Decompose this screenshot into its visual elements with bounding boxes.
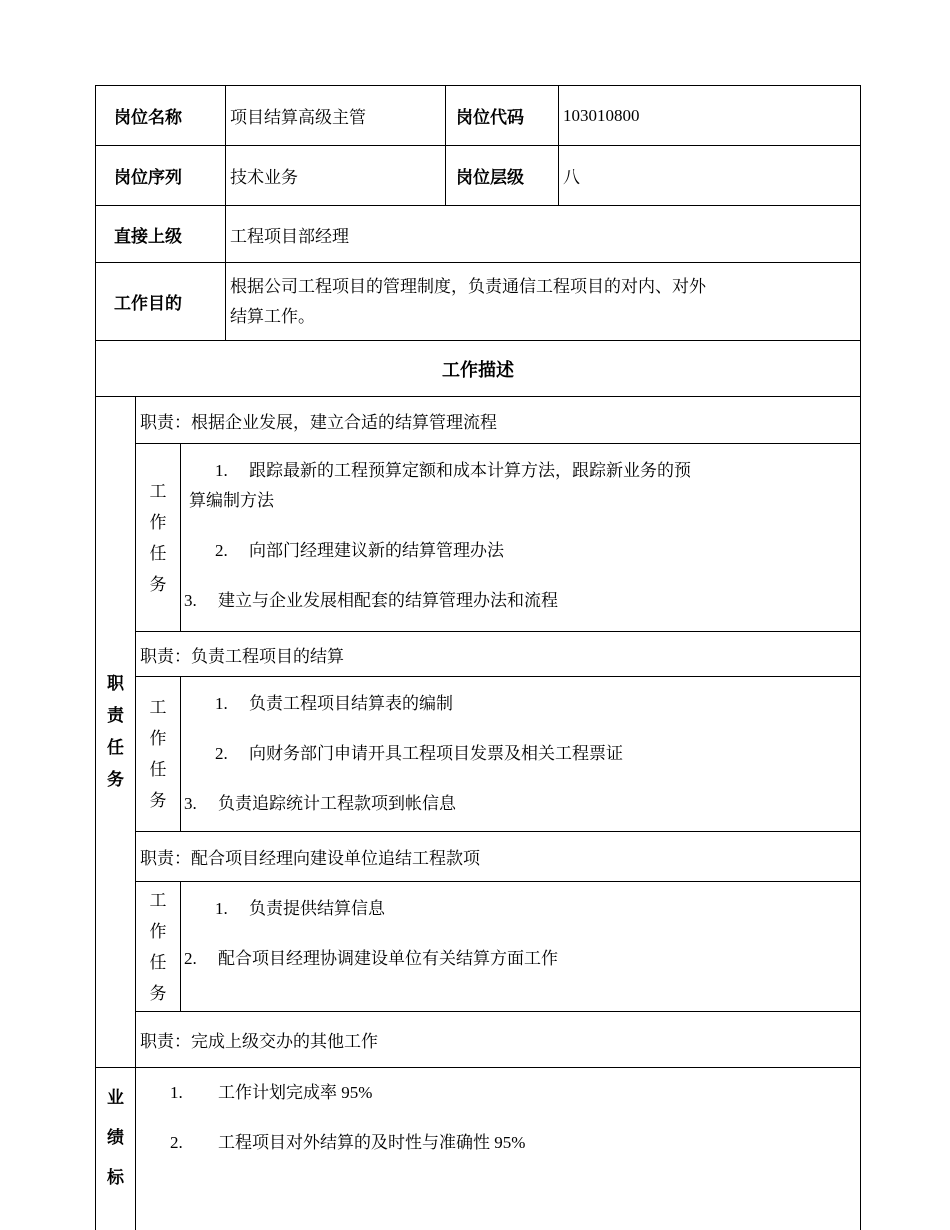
position-series-label: 岗位序列 (96, 146, 226, 205)
task-text: 负责工程项目结算表的编制 (249, 694, 453, 713)
task-text: 向部门经理建议新的结算管理办法 (249, 541, 504, 560)
work-task-side-cell (136, 677, 181, 831)
performance-text: 工作计划完成率 95% (218, 1083, 373, 1102)
duty-row-3 (136, 832, 860, 882)
position-name-value: 项目结算高级主管 (226, 86, 446, 145)
task-list-1 (181, 444, 860, 631)
task-text: 建立与企业发展相配套的结算管理办法和流程 (218, 591, 558, 610)
task-number: 1. (215, 694, 228, 713)
position-level-value: 八 (563, 168, 580, 187)
task-text: 向财务部门申请开具工程项目发票及相关工程票证 (249, 744, 623, 763)
performance-item (144, 1128, 840, 1158)
performance-side-cell (96, 1068, 136, 1230)
position-code-label: 岗位代码 (446, 86, 559, 145)
task-item (189, 456, 700, 516)
performance-side-label: 业绩标 (107, 1088, 124, 1187)
position-code-value: 103010800 (563, 105, 640, 125)
task-item (184, 789, 700, 819)
task-text: 负责提供结算信息 (249, 899, 385, 918)
task-text: 负责追踪统计工程款项到帐信息 (218, 794, 456, 813)
task-number: 1. (215, 461, 228, 480)
direct-superior-value: 工程项目部经理 (230, 226, 349, 246)
header-row-2 (96, 146, 860, 206)
work-description-row (96, 341, 860, 397)
task-number: 2. (184, 949, 197, 968)
purpose-row (96, 263, 860, 341)
task-item (189, 689, 700, 719)
task-list-3 (181, 882, 860, 1011)
duty-text-1: 职责：根据企业发展，建立合适的结算管理流程 (140, 412, 497, 432)
work-description-title: 工作描述 (442, 359, 514, 380)
header-row-1 (96, 86, 860, 146)
position-level-label: 岗位层级 (446, 146, 559, 205)
task-list-2 (181, 677, 860, 831)
duties-content (136, 397, 860, 1067)
work-task-side-cell (136, 882, 181, 1011)
task-number: 2. (215, 541, 228, 560)
task-text: 配合项目经理协调建设单位有关结算方面工作 (218, 949, 558, 968)
duty-row-4 (136, 1012, 860, 1067)
position-name-label: 岗位名称 (96, 86, 226, 145)
work-purpose-value: 根据公司工程项目的管理制度，负责通信工程项目的对内、对外结算工作。 (230, 276, 706, 326)
task-item (189, 536, 700, 566)
task-item (189, 894, 700, 924)
duty-row-1 (136, 397, 860, 444)
task-number: 3. (184, 794, 197, 813)
performance-content (136, 1068, 860, 1230)
work-purpose-label: 工作目的 (96, 263, 226, 340)
performance-item (144, 1078, 840, 1108)
task-text: 跟踪最新的工程预算定额和成本计算方法，跟踪新业务的预算编制方法 (189, 461, 691, 510)
duties-side-label: 职责任务 (107, 674, 124, 789)
direct-superior-label: 直接上级 (96, 206, 226, 262)
work-task-side-label: 工作任务 (149, 890, 167, 1003)
task-group-3 (136, 882, 860, 1012)
task-number: 2. (215, 744, 228, 763)
job-description-table (95, 85, 861, 1230)
performance-section (96, 1068, 860, 1230)
task-group-1 (136, 444, 860, 632)
duty-row-2 (136, 632, 860, 677)
task-number: 3. (184, 591, 197, 610)
work-task-side-cell (136, 444, 181, 631)
superior-row (96, 206, 860, 263)
duties-side-cell (96, 397, 136, 1067)
duty-text-3: 职责：配合项目经理向建设单位追结工程款项 (140, 849, 480, 868)
work-task-side-label: 工作任务 (149, 481, 167, 594)
performance-text: 工程项目对外结算的及时性与准确性 95% (218, 1133, 526, 1152)
task-number: 1. (215, 899, 228, 918)
position-series-value: 技术业务 (226, 146, 446, 205)
duties-section (96, 397, 860, 1068)
task-item (184, 586, 700, 616)
work-task-side-label: 工作任务 (149, 698, 167, 810)
task-group-2 (136, 677, 860, 832)
duty-text-2: 职责：负责工程项目的结算 (140, 646, 344, 666)
task-item (184, 944, 700, 974)
duty-text-4: 职责：完成上级交办的其他工作 (140, 1032, 378, 1051)
performance-number: 1. (170, 1083, 183, 1102)
performance-number: 2. (170, 1133, 183, 1152)
task-item (189, 739, 700, 769)
